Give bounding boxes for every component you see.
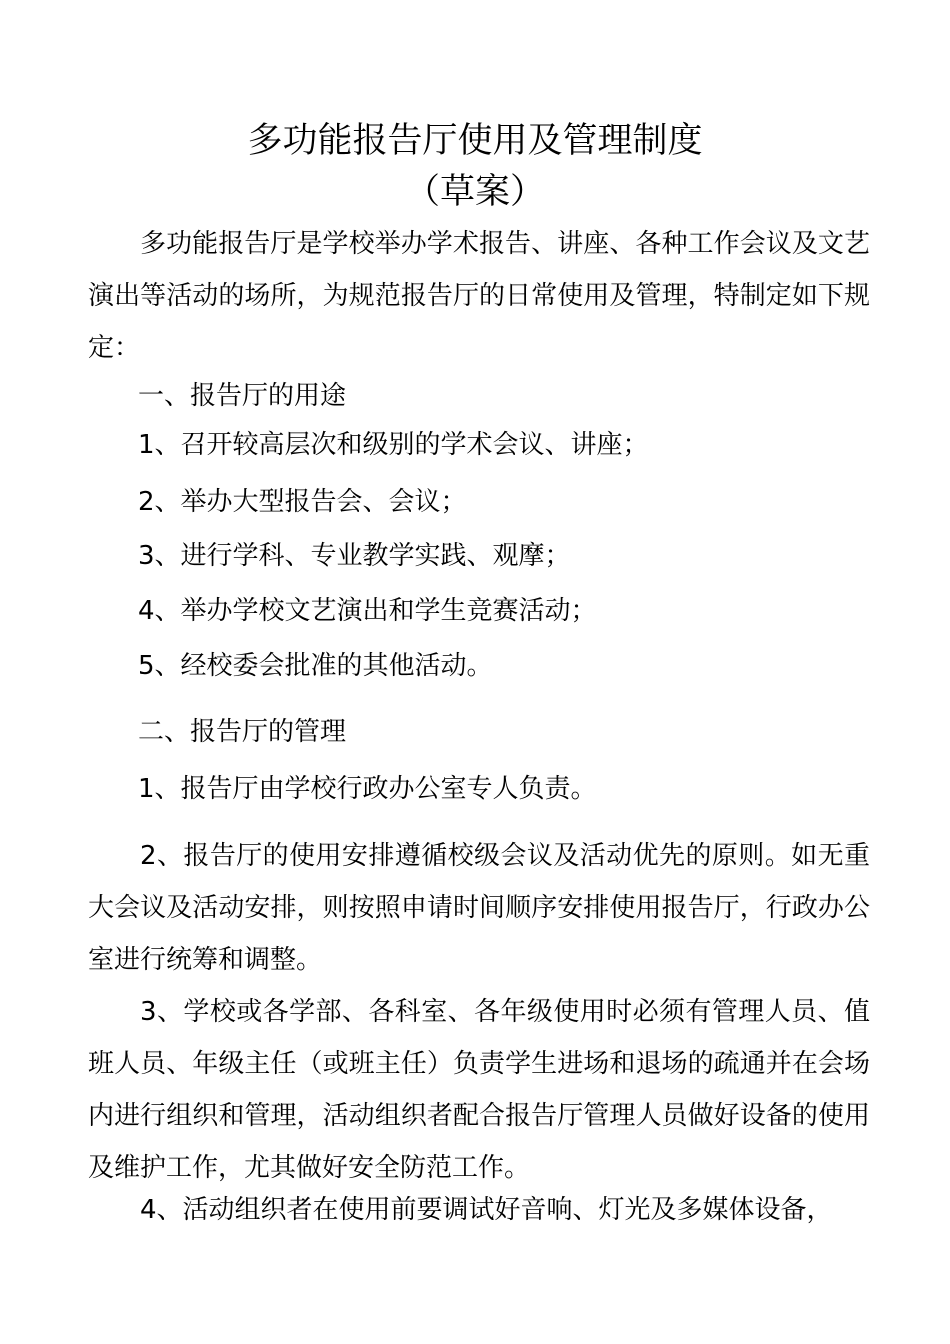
document-title: 多功能报告厅使用及管理制度 [247, 121, 703, 161]
section-2-item-3: 3、学校或各学部、各科室、各年级使用时必须有管理人员、值班人员、年级主任（或班主任）负责学生进场和退场的疏通并在会场内进行组织和管理，活动组织者配合报告厅管理人员做好设备的使用及维护工作，尤其做好安全防范工作。 [88, 997, 870, 1183]
section-1-heading: 一、报告厅的用途 [138, 381, 347, 411]
intro-paragraph: 多功能报告厅是学校举办学术报告、讲座、各种工作会议及文艺演出等活动的场所，为规范报告厅的日常使用及管理，特制定如下规定： [88, 229, 870, 363]
section-1-item-2: 2、举办大型报告会、会议； [138, 487, 467, 517]
section-2-item-2: 2、报告厅的使用安排遵循校级会议及活动优先的原则。如无重大会议及活动安排，则按照申请时间顺序安排使用报告厅，行政办公室进行统筹和调整。 [88, 841, 870, 975]
section-1-item-4: 4、举办学校文艺演出和学生竞赛活动； [138, 596, 597, 626]
section-1-item-5: 5、经校委会批准的其他活动。 [138, 651, 493, 681]
section-1-item-1: 1、召开较高层次和级别的学术会议、讲座； [138, 430, 649, 460]
section-1-item-3: 3、进行学科、专业教学实践、观摩； [138, 541, 571, 571]
section-2-heading: 二、报告厅的管理 [138, 717, 347, 747]
section-2-item-1: 1、报告厅由学校行政办公室专人负责。 [138, 774, 597, 804]
document-subtitle: （草案） [404, 172, 545, 212]
section-2-item-4: 4、活动组织者在使用前要调试好音响、灯光及多媒体设备， [140, 1195, 833, 1225]
